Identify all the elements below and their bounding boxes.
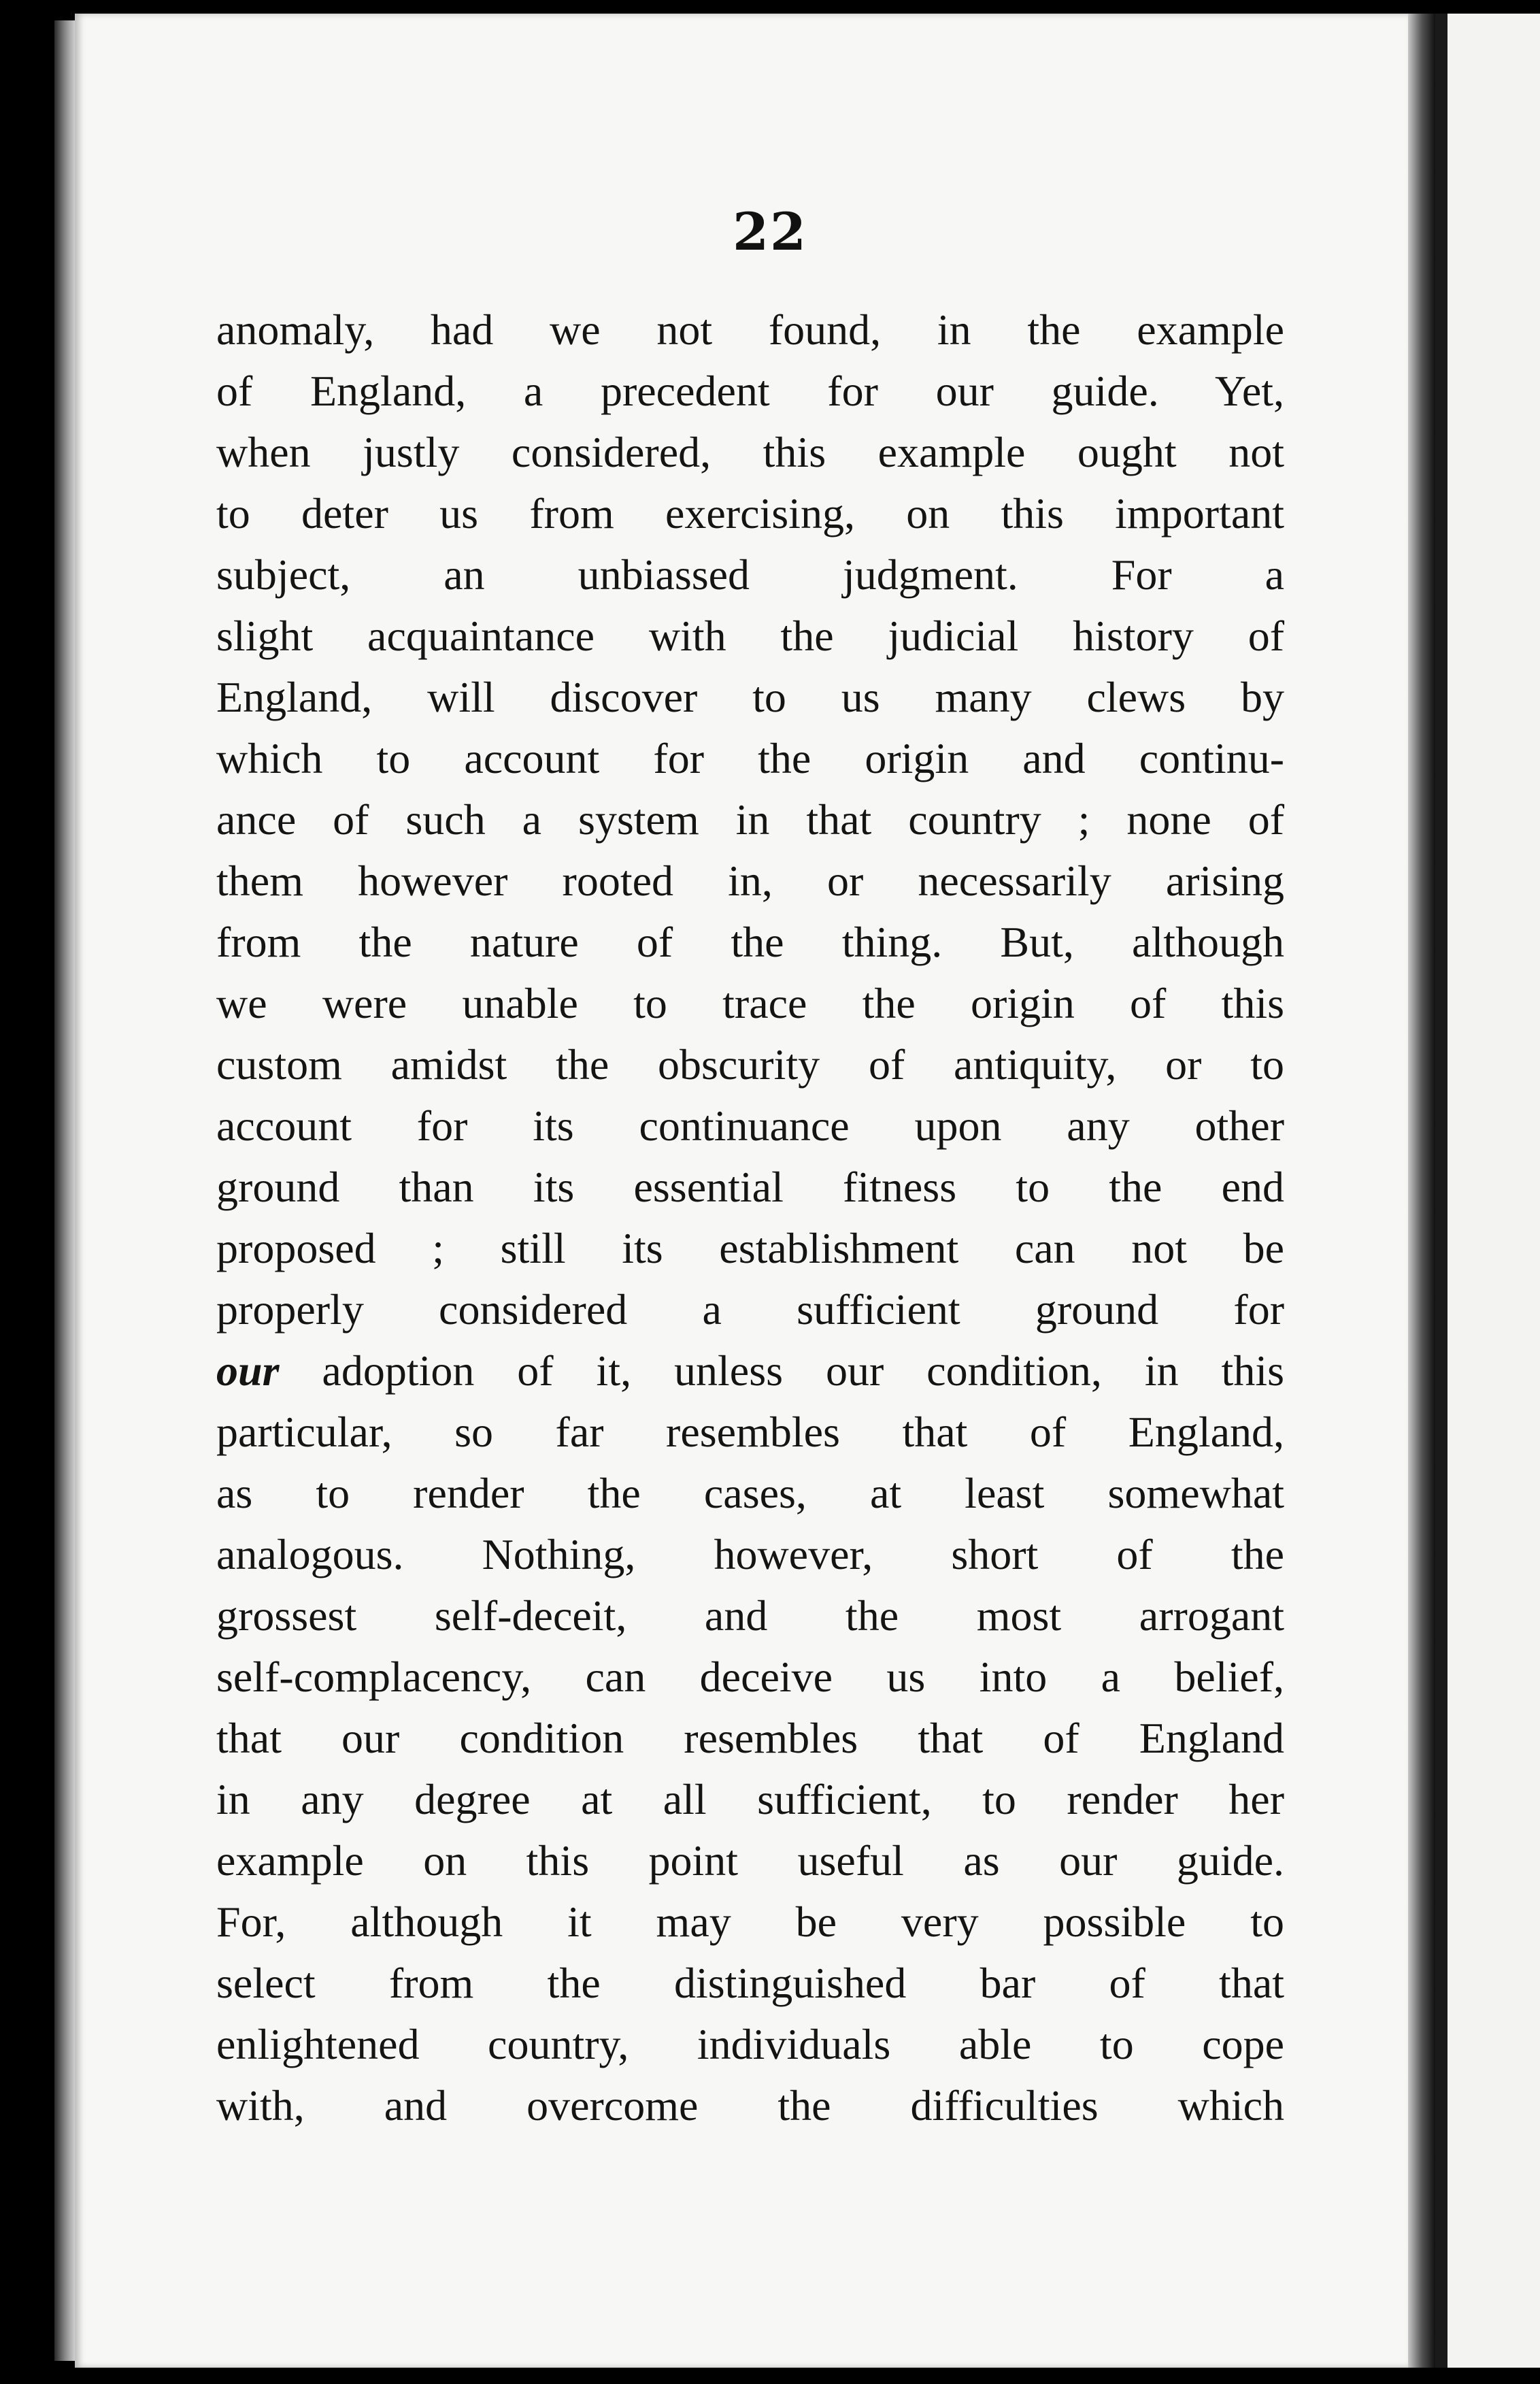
text-line-italic xyxy=(216,1340,1284,1402)
text-line-rest: adoption of it, unless our condition, in this xyxy=(322,1346,1285,1395)
text-line: properly considered a sufficient ground for xyxy=(216,1285,1284,1334)
text-line: particular, so far resembles that of England, xyxy=(216,1408,1284,1456)
text-line: ground than its essential fitness to the end xyxy=(216,1163,1284,1211)
text-line: self-complacency, can deceive us into a belief, xyxy=(216,1653,1284,1701)
text-line: account for its continuance upon any other xyxy=(216,1102,1284,1150)
text-line: proposed ; still its establishment can not be xyxy=(216,1224,1284,1272)
text-line: grossest self-deceit, and the most arrogant xyxy=(216,1591,1284,1640)
text-line: example on this point useful as our guide. xyxy=(216,1836,1284,1885)
text-line: to deter us from exercising, on this important xyxy=(216,489,1284,537)
text-line: we were unable to trace the origin of this xyxy=(216,979,1284,1027)
body-text xyxy=(216,299,1284,2136)
adjacent-page xyxy=(1435,14,1540,2368)
text-line: them however rooted in, or necessarily arising xyxy=(216,857,1284,905)
text-line: custom amidst the obscurity of antiquity, or to xyxy=(216,1040,1284,1089)
text-line: England, will discover to us many clews by xyxy=(216,673,1284,721)
text-line: in any degree at all sufficient, to render her xyxy=(216,1775,1284,1823)
gutter-shadow xyxy=(1408,14,1435,2368)
adjacent-page-edge xyxy=(1435,14,1447,2368)
text-line: slight acquaintance with the judicial history of xyxy=(216,612,1284,660)
text-line: ance of such a system in that country ; none of xyxy=(216,795,1284,844)
text-line: analogous. Nothing, however, short of the xyxy=(216,1530,1284,1578)
text-line: from the nature of the thing. But, although xyxy=(216,918,1284,966)
text-line: which to account for the origin and continu- xyxy=(216,734,1284,782)
text-line: subject, an unbiassed judgment. For a xyxy=(216,550,1284,599)
text-line: For, although it may be very possible to xyxy=(216,1898,1284,1946)
text-line: of England, a precedent for our guide. Yet, xyxy=(216,367,1284,415)
text-line: as to render the cases, at least somewhat xyxy=(216,1469,1284,1517)
text-line: with, and overcome the difficulties which xyxy=(216,2081,1284,2130)
text-line: that our condition resembles that of England xyxy=(216,1714,1284,1762)
italic-word: our xyxy=(216,1346,280,1395)
text-line: select from the distinguished bar of that xyxy=(216,1959,1284,2007)
text-line: when justly considered, this example ought not xyxy=(216,428,1284,476)
page-number: 22 xyxy=(733,201,807,262)
text-line: enlightened country, individuals able to cope xyxy=(216,2020,1284,2068)
text-line: anomaly, had we not found, in the example xyxy=(216,305,1284,354)
